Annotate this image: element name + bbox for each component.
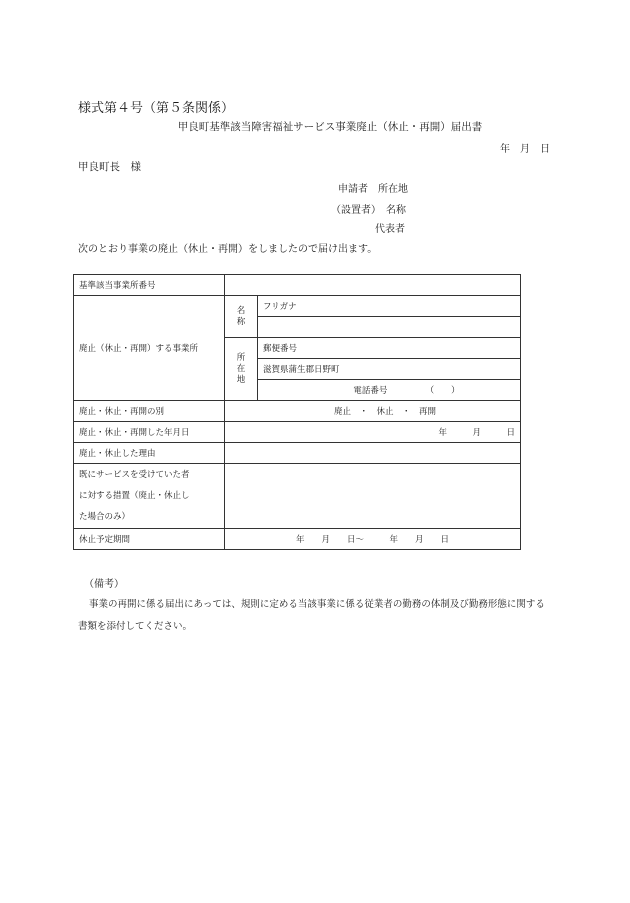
office-label: 廃止（休止・再開）する事業所 [74, 296, 225, 401]
measures-field[interactable] [225, 464, 521, 529]
applicant-representative-label: 代表者 [375, 224, 405, 235]
period-label: 休止予定期間 [74, 529, 225, 550]
submission-date: 年 月 日 [500, 144, 550, 155]
measures-label-line2: に対する措置（廃止・休止し [79, 490, 190, 501]
office-number-label: 基準該当事業所番号 [74, 275, 225, 296]
name-sublabel: 名 称 [225, 296, 258, 338]
document-title: 甲良町基準該当障害福祉サービス事業廃止（休止・再開）届出書 [177, 121, 483, 133]
date-label: 廃止・休止・再開した年月日 [74, 422, 225, 443]
reason-field[interactable] [225, 443, 521, 464]
period-field[interactable]: 年 月 日～ 年 月 日 [225, 529, 521, 550]
type-label: 廃止・休止・再開の別 [74, 401, 225, 422]
notes-body: 事業の再開に係る届出にあっては、規則に定める当該事業に係る従業者の勤務の体制及び勤務形態に関する書類を添付してください。 [78, 599, 545, 632]
location-sublabel: 所 在 地 [225, 338, 258, 401]
reason-label: 廃止・休止した理由 [74, 443, 225, 464]
date-field[interactable]: 年 月 日 [225, 422, 521, 443]
intro-text: 次のとおり事業の廃止（休止・再開）をしましたので届け出ます。 [78, 244, 378, 255]
applicant-address-label: 申請者 所在地 [338, 184, 408, 195]
office-name-field[interactable] [258, 317, 521, 338]
notes-heading: （備考） [84, 579, 124, 590]
furigana-field[interactable]: フリガナ [258, 296, 521, 317]
recipient: 甲良町長 様 [78, 161, 141, 173]
phone-field[interactable]: 電話番号 （ ） [258, 380, 521, 401]
type-options[interactable]: 廃止 ・ 休止 ・ 再開 [225, 401, 521, 422]
address-field[interactable]: 滋賀県蒲生郡日野町 [258, 359, 521, 380]
postal-code-field[interactable]: 郵便番号 [258, 338, 521, 359]
applicant-name-label: （設置者） 名称 [331, 205, 406, 216]
measures-label-line1: 既にサービスを受けていた者 [79, 469, 190, 480]
office-number-field[interactable] [225, 275, 521, 296]
form-number: 様式第４号（第５条関係） [78, 101, 235, 116]
measures-label-line3: た場合のみ） [79, 511, 131, 522]
notification-form-table [73, 274, 521, 550]
measures-label [74, 464, 225, 529]
